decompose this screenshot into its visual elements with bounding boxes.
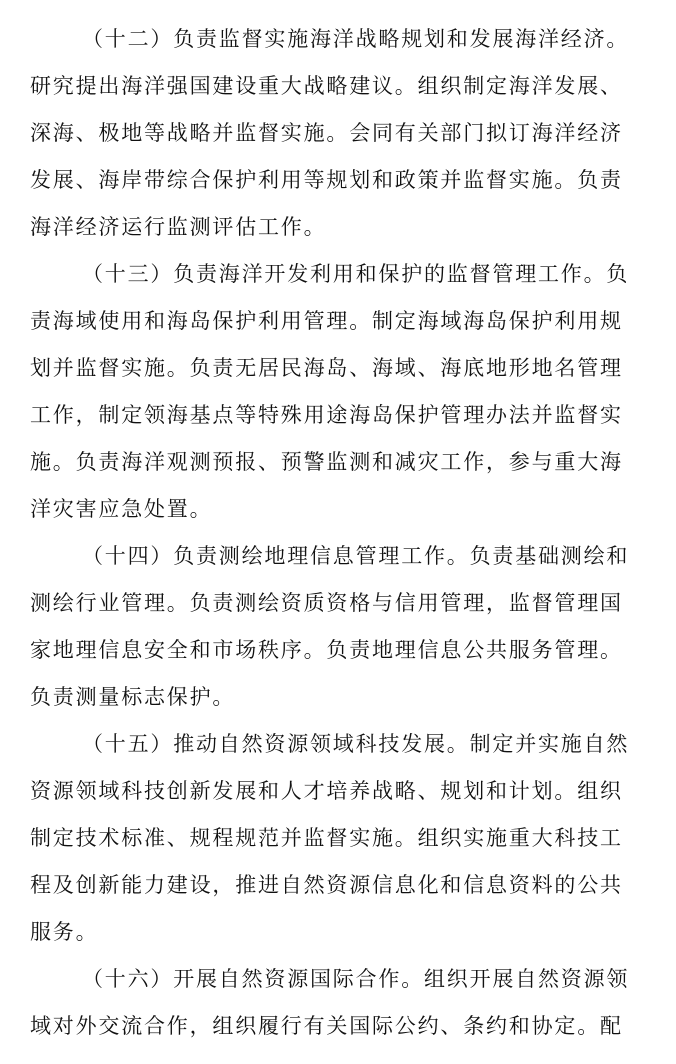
text-line: （十六）开展自然资源国际合作。组织开展自然资源领 bbox=[82, 967, 630, 991]
text-line: 负责测量标志保护。 bbox=[30, 685, 236, 709]
text-line: 洋灾害应急处置。 bbox=[30, 497, 213, 521]
text-line: 域对外交流合作，组织履行有关国际公约、条约和协定。配 bbox=[30, 1014, 623, 1038]
paragraph-item-14 bbox=[0, 533, 676, 721]
text-line: 责海域使用和海岛保护利用管理。制定海域海岛保护利用规 bbox=[30, 309, 623, 333]
text-line: 家地理信息安全和市场秩序。负责地理信息公共服务管理。 bbox=[30, 638, 623, 662]
text-line: 研究提出海洋强国建设重大战略建议。组织制定海洋发展、 bbox=[30, 74, 623, 98]
text-line: 深海、极地等战略并监督实施。会同有关部门拟订海洋经济 bbox=[30, 121, 623, 145]
text-line: 发展、海岸带综合保护利用等规划和政策并监督实施。负责 bbox=[30, 168, 623, 192]
paragraph-item-13 bbox=[0, 251, 676, 533]
text-line: （十二）负责监督实施海洋战略规划和发展海洋经济。 bbox=[82, 27, 630, 51]
text-line: 施。负责海洋观测预报、预警监测和减灾工作，参与重大海 bbox=[30, 450, 623, 474]
text-line: （十四）负责测绘地理信息管理工作。负责基础测绘和 bbox=[82, 544, 630, 568]
text-line: 测绘行业管理。负责测绘资质资格与信用管理，监督管理国 bbox=[30, 591, 623, 615]
paragraph-item-12 bbox=[0, 16, 676, 251]
text-line: （十三）负责海洋开发利用和保护的监督管理工作。负 bbox=[82, 262, 630, 286]
text-line: 海洋经济运行监测评估工作。 bbox=[30, 215, 327, 239]
paragraph-item-15 bbox=[0, 721, 676, 956]
text-line: 划并监督实施。负责无居民海岛、海域、海底地形地名管理 bbox=[30, 356, 623, 380]
paragraph-item-16 bbox=[0, 956, 676, 1050]
text-line: 服务。 bbox=[30, 920, 99, 944]
text-line: 资源领域科技创新发展和人才培养战略、规划和计划。组织 bbox=[30, 779, 623, 803]
document-body bbox=[0, 16, 676, 1050]
text-line: （十五）推动自然资源领域科技发展。制定并实施自然 bbox=[82, 732, 630, 756]
text-line: 工作，制定领海基点等特殊用途海岛保护管理办法并监督实 bbox=[30, 403, 623, 427]
text-line: 程及创新能力建设，推进自然资源信息化和信息资料的公共 bbox=[30, 873, 623, 897]
text-line: 制定技术标准、规程规范并监督实施。组织实施重大科技工 bbox=[30, 826, 623, 850]
